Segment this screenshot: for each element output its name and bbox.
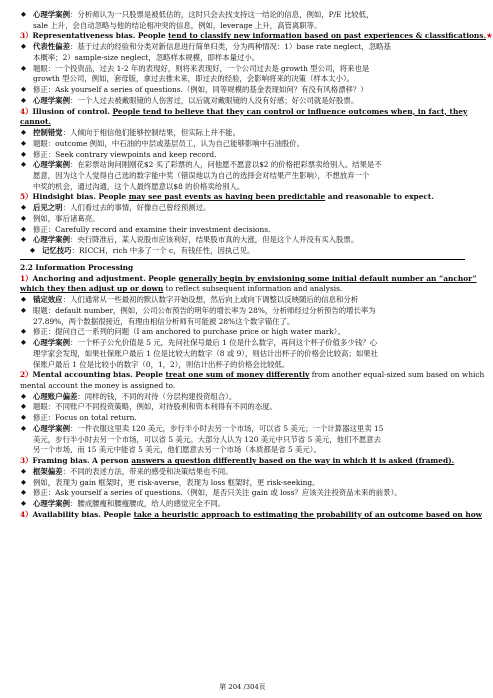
item-keyword: 心理学案例 bbox=[33, 10, 70, 19]
item-continuation: 美元，步行半小时去另一个市场，可以省 5 美元。大部分人认为 120 美元中只节省 5 美元，他们不愿意去 bbox=[33, 434, 382, 444]
diamond-bullet-icon: ◆ bbox=[21, 402, 26, 411]
item-keyword: 锚定效应 bbox=[33, 295, 63, 305]
heading-definition: answers a question differently based on the way in which it is asked (framed). bbox=[131, 456, 455, 466]
bullet-item bbox=[20, 478, 465, 489]
item-text: 题眼：不同账户不同投资策略，例如，对待股利和资本利得有不同的态度。 bbox=[33, 402, 277, 412]
item-continuation: growth 型公司，例如，套母版，拿过去推未来，即过去的经验，会影响将来的决策（样本太小）。 bbox=[33, 74, 355, 84]
bias-heading-illusion-of-control bbox=[20, 106, 468, 118]
bullet-item bbox=[20, 402, 465, 413]
item-text: ：腰成腰瘦和腰瘦腰成，给人的感觉完全不同。 bbox=[69, 499, 226, 509]
page-number-footer: 第 204 /304页 bbox=[219, 683, 266, 692]
diamond-bullet-icon: ◆ bbox=[21, 305, 26, 314]
diamond-bullet-icon: ◆ bbox=[21, 499, 26, 508]
bullet-item bbox=[20, 413, 465, 424]
heading-definition: treat one sum of money differently bbox=[165, 370, 310, 380]
item-text: ：一个杯子公允价值是 5 元，先问社保号最后 1 位是什么数字，再问这个杯子价值多少钱？心 bbox=[69, 338, 378, 348]
bullet-item bbox=[20, 424, 465, 435]
bullet-item bbox=[20, 128, 465, 139]
item-text: 题眼：outcome 例如，中石油的中层或基层员工，认为自己能够影响中石油股价。 bbox=[33, 138, 305, 148]
bullet-item bbox=[20, 467, 465, 478]
diamond-bullet-icon: ◆ bbox=[21, 477, 26, 486]
heading-number: 4） bbox=[20, 106, 33, 116]
heading-lead: Mental accounting bias. People bbox=[32, 370, 166, 380]
bullet-item bbox=[20, 64, 465, 75]
heading-lead: Availability bias. People bbox=[32, 509, 134, 519]
diamond-bullet-icon: ◆ bbox=[21, 338, 26, 347]
bullet-item bbox=[20, 235, 465, 246]
heading-definition: People tend to believe that they can control or influence outcomes when, in fact, they bbox=[112, 106, 468, 116]
heading-lead: Hindsight bias. People bbox=[32, 192, 129, 202]
item-keyword: 心理学案例 bbox=[33, 499, 70, 509]
item-text: ：人们看过去的事情，好像自己曾经预测过。 bbox=[62, 203, 211, 213]
diamond-bullet-icon: ◆ bbox=[21, 391, 26, 400]
bullet-item bbox=[20, 225, 465, 236]
bullet-item bbox=[20, 499, 465, 510]
section-title: 2.2 Information Processing bbox=[20, 262, 134, 272]
diamond-bullet-icon: ◆ bbox=[21, 295, 26, 304]
heading-definition: which they then adjust up or down bbox=[20, 284, 164, 294]
item-text: 例如，表现为 gain 框架时，更 risk-averse，表现为 loss 框架时，更 risk-seeking。 bbox=[33, 477, 320, 487]
item-continuation: 本概率；2）sample-size neglect，忽略样本规模，即样本量过小。 bbox=[33, 52, 260, 62]
item-text: 题眼：一个投资品，过去 1-2 年的表现好，则将来表现好，一个公司过去是 growth 型公司，将来也是 bbox=[33, 63, 370, 73]
diamond-bullet-icon: ◆ bbox=[21, 160, 26, 169]
item-text: ：分析师认为一只股票是被低估的，这时只会去找支持这一结论的信息，例如，P/E 比较低， bbox=[69, 10, 374, 19]
heading-lead: Anchoring and adjustment. People bbox=[32, 273, 179, 283]
diamond-bullet-icon: ◆ bbox=[21, 203, 26, 212]
diamond-bullet-icon: ◆ bbox=[21, 138, 26, 147]
item-continuation: 中奖的机会，通过沟通，这个人最终愿意以$8 的价格卖给别人。 bbox=[33, 181, 245, 191]
section-divider bbox=[20, 259, 465, 260]
heading-lead: Framing bias. A person bbox=[32, 456, 132, 466]
item-text: ：不同的表述方法，带来的感受和决策结果也不同。 bbox=[62, 466, 233, 476]
diamond-bullet-icon: ◆ bbox=[21, 213, 26, 222]
diamond-bullet-icon: ◆ bbox=[21, 10, 26, 18]
bullet-item bbox=[20, 42, 465, 53]
item-text: 修正：Ask yourself a series of questions.（例如，是否只关注 gain 或 loss？应该关注投资品未来的前景）。 bbox=[33, 488, 402, 498]
bullet-item bbox=[20, 338, 465, 349]
item-keyword: 心理学案例 bbox=[33, 338, 70, 348]
bias-heading-framing bbox=[20, 456, 465, 467]
heading-definition: may see past events as having been predictable bbox=[128, 192, 326, 202]
diamond-bullet-icon: ◆ bbox=[21, 128, 26, 137]
diamond-bullet-icon: ◆ bbox=[21, 224, 26, 233]
item-keyword: 后见之明 bbox=[33, 203, 63, 213]
item-keyword: 记忆技巧 bbox=[42, 246, 72, 256]
bullet-item bbox=[20, 139, 465, 150]
diamond-bullet-icon: ◆ bbox=[21, 149, 26, 158]
heading-number: 2） bbox=[20, 370, 33, 380]
heading-tail: from another equal-sized sum based on which bbox=[309, 370, 485, 380]
item-keyword: 控制错觉 bbox=[33, 128, 63, 138]
item-text: ：在彩票站询问刚刚花$2 买了彩票的人，问他愿不愿意以$2 的价格把彩票卖给别人。结果是不 bbox=[69, 160, 382, 170]
bias-heading-anchoring bbox=[20, 273, 477, 285]
heading-continuation: mental account the money is assigned to. bbox=[20, 380, 176, 390]
heading-definition: generally begin by envisioning some initial default number an “anchor” bbox=[178, 273, 477, 283]
bias-heading-representativeness bbox=[20, 31, 493, 42]
heading-tail: to reflect subsequent information and analysis. bbox=[163, 284, 343, 294]
bullet-item bbox=[20, 160, 465, 171]
bullet-item bbox=[20, 96, 465, 107]
item-continuation: sale 上升，会自动忽略与他的结论相冲突的信息，例如，leverage 上升，高管离职等。 bbox=[33, 20, 322, 30]
bullet-item bbox=[20, 295, 465, 306]
item-keyword: 代表性偏差 bbox=[33, 42, 70, 52]
bullet-item-memory-tip bbox=[20, 246, 465, 257]
item-text: ：一个人过去被戴眼镜的人伤害过，以后就对戴眼镜的人没有好感；好公司就是好股票。 bbox=[69, 95, 359, 105]
item-text: 修正：提问自己一系列的问题（I am anchored to purchase price or high water mark）。 bbox=[33, 327, 345, 337]
bias-heading-hindsight bbox=[20, 192, 465, 203]
item-text: ：人倾向于相信他们能够控制结果，但实际上并不能。 bbox=[62, 128, 240, 138]
diamond-bullet-icon: ◆ bbox=[21, 423, 26, 432]
item-continuation: 另一个市场，而 15 美元中能省 5 美元，他们愿意去另一个市场（本质都是省 5 美元）。 bbox=[33, 445, 321, 455]
item-text: 例如，事后诸葛亮。 bbox=[33, 213, 100, 223]
heading-number: 1） bbox=[20, 273, 33, 283]
diamond-bullet-icon: ◆ bbox=[21, 85, 26, 94]
diamond-bullet-icon: ◆ bbox=[21, 42, 26, 51]
diamond-bullet-icon: ◆ bbox=[21, 466, 26, 475]
bullet-item bbox=[20, 203, 465, 214]
item-keyword: 心理学案例 bbox=[33, 235, 70, 245]
heading-lead: Representativeness bias. People bbox=[32, 31, 169, 41]
item-text: ：央行降准后，某人说股市应该利好，结果股市真的大涨，但是这个人并没有买入股票。 bbox=[69, 235, 359, 245]
diamond-bullet-icon: ◆ bbox=[21, 488, 26, 497]
bullet-item bbox=[20, 392, 465, 403]
bias-heading-availability bbox=[20, 509, 482, 521]
diamond-bullet-icon: ◆ bbox=[21, 95, 26, 104]
item-keyword: 心理学案例 bbox=[33, 160, 70, 170]
item-keyword: 框架偏差 bbox=[33, 466, 63, 476]
heading-lead: Illusion of control. bbox=[32, 106, 113, 116]
item-text: ：RICCH，rich 中多了一个 c，有钱任性，因执己见。 bbox=[71, 246, 255, 256]
bullet-item bbox=[20, 214, 465, 225]
item-text: ：同样的钱，不同的对待（分层构建投资组合）。 bbox=[77, 391, 237, 401]
item-text: 眼题：default number，例如，公司公布预告的明年的增长率为 28%，分析师经过分析预告的增长率为 bbox=[33, 305, 376, 315]
diamond-bullet-icon: ◆ bbox=[30, 246, 35, 255]
item-continuation: 理学家会发现，如果社保账户最后 1 位是比较大的数字（8 或 9），则估计出杯子的价格会比较高；如果社 bbox=[33, 348, 378, 358]
item-text: ：一件衣服这里卖 120 美元，步行半小时去另一个市场，可以省 5 美元；一个计算器这里卖 15 bbox=[69, 423, 384, 433]
diamond-bullet-icon: ◆ bbox=[21, 327, 26, 336]
item-continuation: 27.89%，两个数据很接近，有理由相信分析师有可能被 28%这个数字锚住了。 bbox=[33, 316, 295, 326]
item-text: 修正：Ask yourself a series of questions.（例如，同等规模的基金表现如何？有没有风格漂移？） bbox=[33, 85, 368, 95]
star-icon: ★ bbox=[486, 31, 493, 41]
diamond-bullet-icon: ◆ bbox=[21, 63, 26, 72]
heading-definition: tend to classify new information based on past experiences & classifications. bbox=[168, 31, 487, 41]
item-keyword: 心理学案例 bbox=[33, 95, 70, 105]
heading-continuation bbox=[20, 284, 465, 295]
heading-definition: take a heuristic approach to estimating the probability of an outcome based on how bbox=[133, 509, 482, 519]
item-keyword: 心理学案例 bbox=[33, 423, 70, 433]
diamond-bullet-icon: ◆ bbox=[21, 235, 26, 244]
heading-number: 3） bbox=[20, 456, 33, 466]
item-text: 修正：Focus on total return. bbox=[33, 413, 137, 423]
item-continuation: 保账户最后 1 位是比较小的数字（0，1，2），则估计出杯子的价格会比较低。 bbox=[33, 359, 290, 369]
heading-tail: and reasonable to expect. bbox=[325, 192, 434, 202]
heading-number: 4） bbox=[20, 509, 33, 519]
bias-heading-mental-accounting bbox=[20, 370, 485, 381]
item-keyword: 心理账户偏差 bbox=[33, 391, 78, 401]
item-text: 修正：Seek contrary viewpoints and keep record. bbox=[33, 149, 217, 159]
item-text: ：人们通常从一些最初的默认数字开始设想，然后向上或向下调整以反映随后的信息和分析 bbox=[62, 295, 359, 305]
bullet-item bbox=[20, 10, 465, 21]
bullet-item bbox=[20, 85, 465, 96]
item-text: 修正：Carefully record and examine their investment decisions. bbox=[33, 224, 271, 234]
bullet-item bbox=[20, 327, 465, 338]
heading-number: 3） bbox=[20, 31, 33, 41]
item-text: ：基于过去的经验和分类对新信息进行简单归类，分为两种情况：1）base rate neglect，忽略基 bbox=[69, 42, 391, 52]
item-continuation: 愿意，因为这个人觉得自己选的数字能中奖（错误地以为自己的选择会对结果产生影响），不想放弃一个 bbox=[33, 171, 370, 181]
heading-continuation: cannot. bbox=[20, 117, 51, 127]
heading-number: 5） bbox=[20, 192, 33, 202]
diamond-bullet-icon: ◆ bbox=[21, 413, 26, 422]
bullet-item bbox=[20, 488, 465, 499]
bullet-item bbox=[20, 306, 465, 317]
bullet-item bbox=[20, 150, 465, 161]
